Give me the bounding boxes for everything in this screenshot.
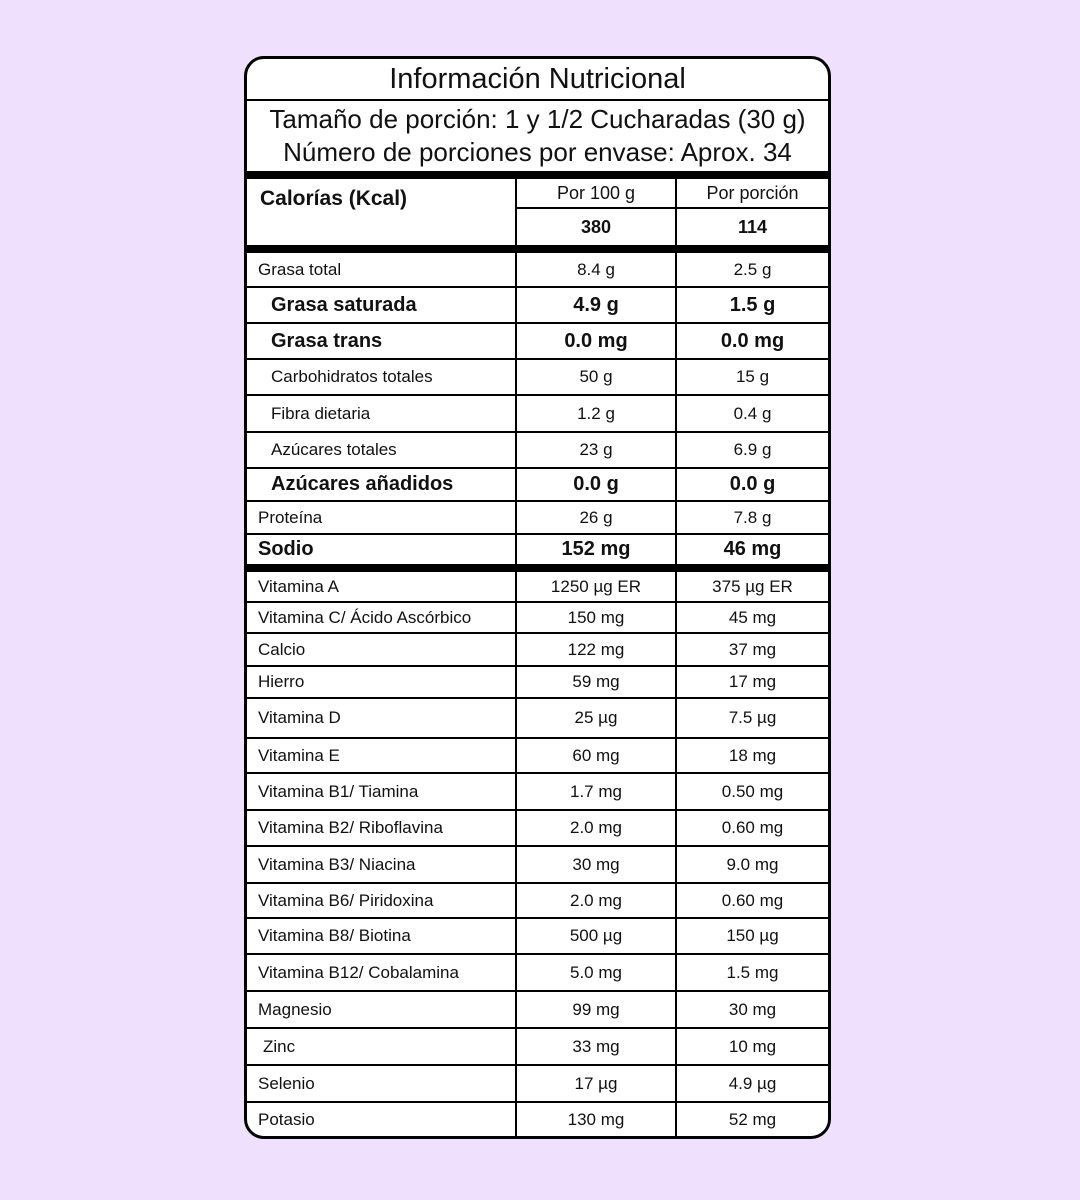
vitamin-per-100g: 17 µg bbox=[515, 1066, 675, 1101]
vitamin-per-100g: 2.0 mg bbox=[515, 884, 675, 917]
nutrient-per-serving: 1.5 g bbox=[675, 288, 828, 322]
nutrient-name: Grasa trans bbox=[271, 329, 383, 352]
vitamin-per-serving: 4.9 µg bbox=[675, 1066, 828, 1101]
vitamin-per-serving: 10 mg bbox=[675, 1029, 828, 1064]
nutrient-per-serving: 15 g bbox=[675, 360, 828, 394]
nutrition-label bbox=[244, 56, 831, 1139]
calories-block bbox=[247, 179, 828, 245]
vitamin-row bbox=[247, 697, 828, 737]
vitamin-row bbox=[247, 665, 828, 697]
nutrient-per-100g: 1.2 g bbox=[515, 396, 675, 431]
vitamin-per-serving: 0.60 mg bbox=[675, 811, 828, 845]
nutrient-per-serving: 6.9 g bbox=[675, 433, 828, 467]
vitamin-row bbox=[247, 572, 828, 601]
vitamin-per-100g: 99 mg bbox=[515, 992, 675, 1027]
nutrient-per-serving: 0.0 g bbox=[675, 469, 828, 500]
nutrient-row bbox=[247, 394, 828, 431]
nutrient-row bbox=[247, 431, 828, 467]
vitamin-row bbox=[247, 772, 828, 809]
vitamin-name: Vitamina C/ Ácido Ascórbico bbox=[258, 607, 472, 627]
vitamin-name: Calcio bbox=[258, 639, 306, 659]
vitamin-per-serving: 0.50 mg bbox=[675, 774, 828, 809]
nutrient-per-100g: 26 g bbox=[515, 502, 675, 533]
vitamin-per-serving: 150 µg bbox=[675, 919, 828, 953]
vitamin-per-serving: 375 µg ER bbox=[675, 572, 828, 601]
nutrient-name: Proteína bbox=[258, 507, 323, 527]
vitamin-row bbox=[247, 632, 828, 665]
nutrient-per-serving: 46 mg bbox=[675, 535, 828, 564]
nutrient-row bbox=[247, 358, 828, 394]
vitamin-name: Vitamina A bbox=[258, 576, 339, 596]
nutrient-name: Grasa total bbox=[258, 259, 342, 279]
calories-per-serving: 114 bbox=[737, 216, 768, 237]
nutrient-per-100g: 8.4 g bbox=[515, 253, 675, 286]
vitamin-per-serving: 0.60 mg bbox=[675, 884, 828, 917]
vitamin-row bbox=[247, 809, 828, 845]
label-title: Información Nutricional bbox=[389, 63, 686, 95]
vitamin-per-serving: 45 mg bbox=[675, 603, 828, 632]
vitamin-per-serving: 18 mg bbox=[675, 739, 828, 772]
nutrient-name: Grasa saturada bbox=[271, 293, 417, 316]
nutrient-row bbox=[247, 467, 828, 500]
vitamin-per-100g: 25 µg bbox=[515, 699, 675, 737]
nutrient-row bbox=[247, 286, 828, 322]
vitamin-name: Vitamina B2/ Riboflavina bbox=[258, 818, 443, 837]
nutrient-row bbox=[247, 500, 828, 533]
vitamin-per-100g: 130 mg bbox=[515, 1103, 675, 1139]
vitamin-name: Potasio bbox=[258, 1109, 315, 1129]
vitamin-row bbox=[247, 1101, 828, 1139]
nutrient-name: Carbohidratos totales bbox=[271, 367, 433, 386]
vitamin-name: Vitamina E bbox=[258, 745, 340, 765]
vitamin-row bbox=[247, 601, 828, 632]
vitamin-name: Magnesio bbox=[258, 999, 332, 1019]
vitamin-row bbox=[247, 1064, 828, 1101]
vitamin-per-100g: 5.0 mg bbox=[515, 955, 675, 990]
vitamin-name: Vitamina B6/ Piridoxina bbox=[258, 890, 434, 910]
col-header-per-100g: Por 100 g bbox=[556, 182, 636, 203]
vitamin-name: Vitamina B1/ Tiamina bbox=[258, 781, 419, 801]
vitamin-row bbox=[247, 845, 828, 882]
vitamin-per-serving: 17 mg bbox=[675, 667, 828, 697]
nutrient-per-100g: 0.0 g bbox=[515, 469, 675, 500]
vitamin-per-100g: 1250 µg ER bbox=[515, 572, 675, 601]
vitamin-per-100g: 30 mg bbox=[515, 847, 675, 882]
serving-divider bbox=[247, 171, 828, 179]
vitamin-name: Hierro bbox=[258, 672, 305, 691]
calories-label: Calorías (Kcal) bbox=[260, 187, 408, 210]
nutrient-name: Azúcares añadidos bbox=[271, 473, 454, 495]
vitamin-per-100g: 2.0 mg bbox=[515, 811, 675, 845]
vitamin-per-100g: 60 mg bbox=[515, 739, 675, 772]
vitamins-divider bbox=[247, 564, 828, 572]
vitamin-per-serving: 9.0 mg bbox=[675, 847, 828, 882]
vitamin-name: Vitamina B3/ Niacina bbox=[258, 854, 416, 874]
nutrient-row bbox=[247, 322, 828, 358]
serving-size: Tamaño de porción: 1 y 1/2 Cucharadas (30 g) bbox=[269, 104, 806, 134]
nutrient-name: Fibra dietaria bbox=[271, 403, 371, 423]
vitamin-name: Vitamina D bbox=[258, 708, 341, 727]
vitamin-per-serving: 7.5 µg bbox=[675, 699, 828, 737]
vitamin-per-serving: 1.5 mg bbox=[675, 955, 828, 990]
vitamin-per-100g: 122 mg bbox=[515, 634, 675, 665]
vitamin-name: Vitamina B12/ Cobalamina bbox=[258, 962, 459, 982]
nutrient-per-100g: 152 mg bbox=[515, 535, 675, 564]
nutrient-per-100g: 50 g bbox=[515, 360, 675, 394]
vitamin-per-serving: 52 mg bbox=[675, 1103, 828, 1139]
vitamin-per-100g: 33 mg bbox=[515, 1029, 675, 1064]
servings-per-container: Número de porciones por envase: Aprox. 34 bbox=[283, 137, 792, 167]
nutrient-row bbox=[247, 533, 828, 564]
nutrient-per-100g: 4.9 g bbox=[515, 288, 675, 322]
vitamin-row bbox=[247, 990, 828, 1027]
nutrient-name: Azúcares totales bbox=[271, 440, 397, 459]
col-header-per-serving: Por porción bbox=[706, 182, 799, 203]
nutrient-name: Sodio bbox=[258, 538, 314, 560]
nutrient-row bbox=[247, 253, 828, 286]
vitamin-per-serving: 30 mg bbox=[675, 992, 828, 1027]
calories-divider bbox=[247, 245, 828, 253]
nutrient-per-100g: 23 g bbox=[515, 433, 675, 467]
nutrient-per-serving: 0.4 g bbox=[675, 396, 828, 431]
vitamin-per-serving: 37 mg bbox=[675, 634, 828, 665]
vitamin-row bbox=[247, 917, 828, 953]
vitamin-per-100g: 1.7 mg bbox=[515, 774, 675, 809]
nutrient-per-serving: 0.0 mg bbox=[675, 324, 828, 358]
vitamin-name: Zinc bbox=[263, 1036, 296, 1056]
nutrient-per-serving: 2.5 g bbox=[675, 253, 828, 286]
vitamin-row bbox=[247, 953, 828, 990]
nutrient-per-100g: 0.0 mg bbox=[515, 324, 675, 358]
title-divider bbox=[247, 99, 828, 101]
vitamin-row bbox=[247, 737, 828, 772]
vitamin-per-100g: 500 µg bbox=[515, 919, 675, 953]
calories-per-100g: 380 bbox=[580, 216, 612, 237]
vitamin-row bbox=[247, 1027, 828, 1064]
vitamin-name: Vitamina B8/ Biotina bbox=[258, 926, 411, 945]
vitamin-name: Selenio bbox=[258, 1073, 315, 1093]
vitamin-row bbox=[247, 882, 828, 917]
vitamin-per-100g: 59 mg bbox=[515, 667, 675, 697]
vitamin-per-100g: 150 mg bbox=[515, 603, 675, 632]
nutrient-per-serving: 7.8 g bbox=[675, 502, 828, 533]
